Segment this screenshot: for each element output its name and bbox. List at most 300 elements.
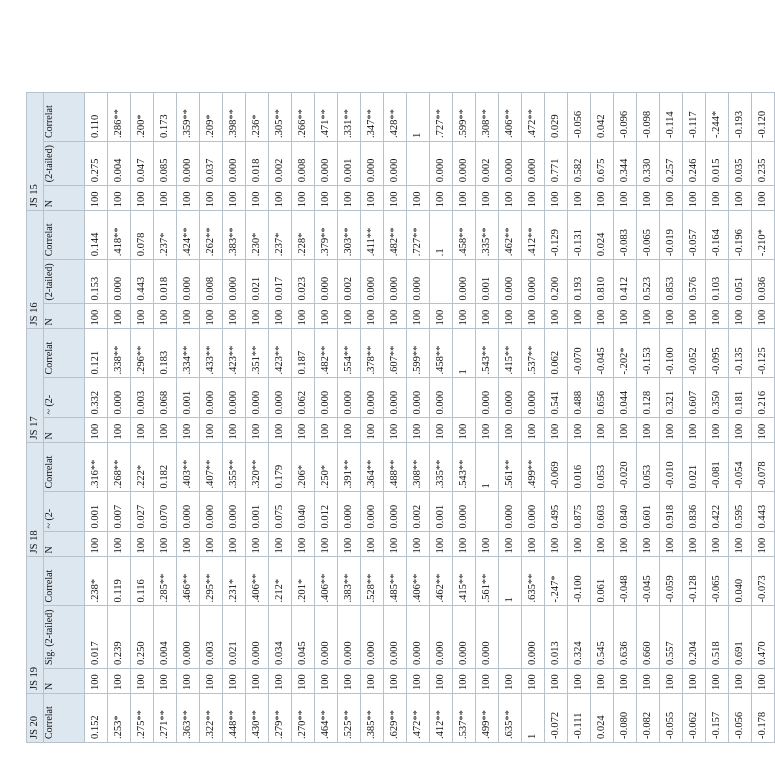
table-row (683, 93, 706, 743)
cell-corr: -0.135 (729, 329, 752, 378)
cell-sig: 0.810 (591, 260, 614, 304)
cell-sig: 0.000 (338, 378, 361, 418)
cell-sig: 0.000 (407, 260, 430, 304)
cell-corr: .485** (384, 557, 407, 606)
cell-n: 100 (522, 418, 545, 443)
table-row (614, 93, 637, 743)
cell-n: 100 (131, 669, 154, 694)
cell-corr: .347** (361, 93, 384, 142)
cell-n: 100 (361, 186, 384, 211)
cell-n: 100 (131, 418, 154, 443)
cell-corr: .727** (407, 211, 430, 260)
cell-corr: .250* (315, 443, 338, 492)
cell-sig: 0.523 (637, 260, 660, 304)
cell-corr: 0.016 (568, 443, 591, 492)
cell-sig (499, 606, 522, 669)
cell-corr: .275** (131, 694, 154, 743)
cell-corr: -0.096 (614, 93, 637, 142)
cell-corr: 0.029 (545, 93, 568, 142)
cell-n: 100 (568, 532, 591, 557)
cell-n: 100 (338, 418, 361, 443)
cell-sig: 0.250 (131, 606, 154, 669)
cell-sig: 0.012 (315, 492, 338, 532)
cell-n: 100 (223, 669, 246, 694)
table-row (292, 93, 315, 743)
cell-corr: -0.069 (545, 443, 568, 492)
cell-corr: 1 (407, 93, 430, 142)
cell-n: 100 (706, 418, 729, 443)
cell-corr: .385** (361, 694, 384, 743)
subheader-sig: (2-tailed) (44, 142, 85, 186)
cell-corr: 0.024 (591, 694, 614, 743)
cell-n: 100 (269, 669, 292, 694)
cell-n: 100 (269, 186, 292, 211)
cell-sig: 0.275 (85, 142, 108, 186)
cell-corr: -0.056 (729, 694, 752, 743)
cell-sig (476, 492, 499, 532)
cell-corr: 0.024 (591, 211, 614, 260)
cell-sig: 0.000 (430, 142, 453, 186)
cell-corr: -0.020 (614, 443, 637, 492)
cell-n: 100 (683, 532, 706, 557)
table-row (499, 93, 522, 743)
cell-sig: 0.422 (706, 492, 729, 532)
cell-sig: 0.470 (752, 606, 775, 669)
cell-n: 100 (752, 669, 775, 694)
cell-sig: 0.200 (545, 260, 568, 304)
cell-corr: .320** (246, 443, 269, 492)
cell-n: 100 (200, 186, 223, 211)
cell-corr: 0.183 (154, 329, 177, 378)
cell-sig: 0.018 (154, 260, 177, 304)
cell-corr: .482** (315, 329, 338, 378)
cell-corr: .430** (246, 694, 269, 743)
cell-sig: 0.000 (384, 606, 407, 669)
cell-corr: .331** (338, 93, 361, 142)
cell-corr: .411** (361, 211, 384, 260)
cell-corr: .322** (200, 694, 223, 743)
cell-n: 100 (430, 304, 453, 329)
cell-sig: 0.193 (568, 260, 591, 304)
cell-sig: 0.153 (85, 260, 108, 304)
cell-n: 100 (453, 418, 476, 443)
cell-sig: 0.017 (269, 260, 292, 304)
cell-corr: .418** (108, 211, 131, 260)
cell-sig: 0.582 (568, 142, 591, 186)
cell-sig: 0.771 (545, 142, 568, 186)
cell-sig: 0.000 (108, 260, 131, 304)
table-row (177, 93, 200, 743)
cell-sig: 0.000 (223, 142, 246, 186)
table-row (476, 93, 499, 743)
group-header-js18: JS 18 (27, 443, 44, 557)
subheader-n: N (44, 304, 85, 329)
cell-corr: 1 (499, 557, 522, 606)
cell-sig: 0.000 (361, 492, 384, 532)
cell-corr: .201* (292, 557, 315, 606)
cell-corr: .543** (476, 329, 499, 378)
table-row (430, 93, 453, 743)
cell-n: 100 (476, 669, 499, 694)
cell-corr: -0.073 (752, 557, 775, 606)
cell-sig: 0.840 (614, 492, 637, 532)
cell-sig: 0.000 (315, 260, 338, 304)
cell-corr: -0.062 (683, 694, 706, 743)
cell-n: 100 (85, 186, 108, 211)
cell-corr: .230* (246, 211, 269, 260)
cell-n: 100 (706, 304, 729, 329)
table-row (637, 93, 660, 743)
subheader-n: N (44, 418, 85, 443)
table-row (338, 93, 361, 743)
cell-sig: 0.204 (683, 606, 706, 669)
cell-n: 100 (223, 186, 246, 211)
table-row (384, 93, 407, 743)
cell-corr: .464** (315, 694, 338, 743)
cell-corr: .458** (453, 211, 476, 260)
subheader-corr: Correlat (44, 443, 85, 492)
cell-corr: .295** (200, 557, 223, 606)
cell-corr: 0.021 (683, 443, 706, 492)
cell-n: 100 (108, 418, 131, 443)
cell-corr: .308** (476, 93, 499, 142)
cell-sig: 0.037 (200, 142, 223, 186)
cell-sig: 0.239 (108, 606, 131, 669)
cell-corr: -0.045 (591, 329, 614, 378)
cell-sig: 0.000 (361, 378, 384, 418)
cell-sig: 0.321 (660, 378, 683, 418)
cell-n: 100 (85, 418, 108, 443)
cell-corr: .525** (338, 694, 361, 743)
cell-n: 100 (591, 532, 614, 557)
subheader-corr: Correlat (44, 557, 85, 606)
cell-n: 100 (499, 669, 522, 694)
cell-corr: .433** (200, 329, 223, 378)
cell-sig: 0.656 (591, 378, 614, 418)
cell-corr: .334** (177, 329, 200, 378)
table-row (154, 93, 177, 743)
cell-n: 100 (637, 186, 660, 211)
table-body (85, 93, 775, 743)
cell-corr: .424** (177, 211, 200, 260)
cell-corr: .228* (292, 211, 315, 260)
table-row (568, 93, 591, 743)
cell-corr: -0.045 (637, 557, 660, 606)
cell-n: 100 (315, 186, 338, 211)
cell-sig: 0.000 (522, 260, 545, 304)
cell-n: 100 (154, 669, 177, 694)
table-row (315, 93, 338, 743)
cell-sig: 0.636 (614, 606, 637, 669)
cell-n: 100 (384, 304, 407, 329)
cell-corr: .266** (292, 93, 315, 142)
cell-corr: .406** (246, 557, 269, 606)
cell-sig: 0.015 (706, 142, 729, 186)
cell-sig: 0.085 (154, 142, 177, 186)
cell-sig: 0.000 (453, 260, 476, 304)
cell-corr: -.210* (752, 211, 775, 260)
cell-sig (407, 142, 430, 186)
cell-n: 100 (85, 669, 108, 694)
cell-n: 100 (430, 418, 453, 443)
cell-corr: .296** (131, 329, 154, 378)
cell-sig: 0.003 (200, 606, 223, 669)
cell-corr: .412** (430, 694, 453, 743)
cell-corr: -0.111 (568, 694, 591, 743)
cell-n: 100 (522, 186, 545, 211)
cell-n: 100 (430, 532, 453, 557)
cell-sig: 0.000 (476, 378, 499, 418)
cell-corr: .472** (407, 694, 430, 743)
cell-corr: .499** (476, 694, 499, 743)
cell-n: 100 (545, 418, 568, 443)
cell-n: 100 (361, 669, 384, 694)
cell-sig: 0.853 (660, 260, 683, 304)
cell-corr: 0.121 (85, 329, 108, 378)
cell-sig: 0.007 (108, 492, 131, 532)
group-header-js16: JS 16 (27, 211, 44, 329)
cell-sig: 0.918 (660, 492, 683, 532)
cell-corr: .209* (200, 93, 223, 142)
cell-n: 100 (108, 304, 131, 329)
cell-corr: .212* (269, 557, 292, 606)
cell-sig: 0.000 (315, 378, 338, 418)
subheader-n: N (44, 669, 85, 694)
cell-corr: .363** (177, 694, 200, 743)
cell-n: 100 (729, 669, 752, 694)
cell-sig: 0.018 (246, 142, 269, 186)
cell-sig: 0.021 (246, 260, 269, 304)
cell-corr: .379** (315, 211, 338, 260)
cell-sig: 0.344 (614, 142, 637, 186)
cell-sig: 0.002 (338, 260, 361, 304)
cell-n: 100 (292, 304, 315, 329)
subheader-n: N (44, 532, 85, 557)
cell-n: 100 (591, 186, 614, 211)
cell-corr: 0.152 (85, 694, 108, 743)
cell-corr: -0.178 (752, 694, 775, 743)
cell-sig: 0.000 (384, 260, 407, 304)
cell-corr: 0.116 (131, 557, 154, 606)
cell-n: 100 (706, 186, 729, 211)
cell-n: 100 (154, 304, 177, 329)
cell-corr: .1 (430, 211, 453, 260)
cell-n: 100 (522, 532, 545, 557)
cell-corr: .403** (177, 443, 200, 492)
cell-corr: 0.078 (131, 211, 154, 260)
cell-n: 100 (752, 186, 775, 211)
cell-n: 100 (177, 304, 200, 329)
cell-n: 100 (660, 418, 683, 443)
cell-sig: 0.595 (729, 492, 752, 532)
cell-corr: .378** (361, 329, 384, 378)
cell-n: 100 (338, 532, 361, 557)
cell-n: 100 (614, 418, 637, 443)
cell-corr: 0.053 (591, 443, 614, 492)
cell-corr: -0.054 (729, 443, 752, 492)
cell-corr: -0.131 (568, 211, 591, 260)
subheader-sig: Sig. (2-tailed) (44, 606, 85, 669)
cell-corr: .200* (131, 93, 154, 142)
cell-sig: 0.332 (85, 378, 108, 418)
cell-n: 100 (637, 304, 660, 329)
cell-n: 100 (545, 304, 568, 329)
cell-sig: 0.000 (200, 492, 223, 532)
cell-n: 100 (315, 669, 338, 694)
subheader-corr: Correlat (44, 329, 85, 378)
cell-corr: -0.048 (614, 557, 637, 606)
cell-n: 100 (545, 186, 568, 211)
cell-n: 100 (177, 186, 200, 211)
cell-corr: .635** (522, 557, 545, 606)
cell-n: 100 (154, 186, 177, 211)
cell-corr: .528** (361, 557, 384, 606)
subheader-sig: ~ (2- (44, 492, 85, 532)
cell-corr: .537** (522, 329, 545, 378)
group-header-js19: JS 19 (27, 557, 44, 694)
cell-corr: .488** (384, 443, 407, 492)
cell-n: 100 (269, 532, 292, 557)
cell-n: 100 (223, 304, 246, 329)
cell-n: 100 (430, 186, 453, 211)
cell-corr: -.247* (545, 557, 568, 606)
cell-n: 100 (269, 304, 292, 329)
cell-corr: .537** (453, 694, 476, 743)
cell-sig: 0.003 (131, 378, 154, 418)
cell-corr: -0.082 (637, 694, 660, 743)
cell-corr: -0.129 (545, 211, 568, 260)
cell-sig: 0.000 (453, 142, 476, 186)
cell-sig: 0.000 (315, 606, 338, 669)
cell-sig: 0.443 (752, 492, 775, 532)
cell-n: 100 (177, 532, 200, 557)
cell-n: 100 (637, 532, 660, 557)
cell-n: 100 (292, 418, 315, 443)
subheader-corr: Correlat (44, 211, 85, 260)
cell-corr: -0.193 (729, 93, 752, 142)
cell-corr: .415** (499, 329, 522, 378)
cell-sig: 0.235 (752, 142, 775, 186)
cell-corr: -0.100 (660, 329, 683, 378)
cell-sig: 0.000 (453, 606, 476, 669)
cell-n: 100 (476, 532, 499, 557)
cell-corr: .338** (108, 329, 131, 378)
cell-sig: 0.000 (499, 492, 522, 532)
cell-n: 100 (177, 418, 200, 443)
cell-n: 100 (522, 669, 545, 694)
subheader-corr: Correlat (44, 93, 85, 142)
cell-sig: 0.246 (683, 142, 706, 186)
cell-sig (453, 378, 476, 418)
cell-sig: 0.001 (430, 492, 453, 532)
cell-corr: .316** (85, 443, 108, 492)
cell-n: 100 (200, 304, 223, 329)
table-row (729, 93, 752, 743)
cell-sig: 0.128 (637, 378, 660, 418)
cell-corr: -0.114 (660, 93, 683, 142)
cell-corr: -0.019 (660, 211, 683, 260)
cell-sig: 0.000 (384, 378, 407, 418)
cell-n: 100 (246, 418, 269, 443)
cell-corr: -0.052 (683, 329, 706, 378)
cell-sig: 0.000 (338, 606, 361, 669)
cell-n: 100 (614, 186, 637, 211)
cell-corr: .466** (177, 557, 200, 606)
cell-n: 100 (683, 418, 706, 443)
table-row (246, 93, 269, 743)
cell-corr: .415** (453, 557, 476, 606)
cell-n: 100 (706, 669, 729, 694)
cell-sig: 0.495 (545, 492, 568, 532)
cell-corr: -0.117 (683, 93, 706, 142)
cell-sig: 0.040 (292, 492, 315, 532)
cell-corr: .383** (338, 557, 361, 606)
cell-sig: 0.000 (361, 606, 384, 669)
cell-sig: 0.000 (361, 260, 384, 304)
cell-sig: 0.330 (637, 142, 660, 186)
table-row (545, 93, 568, 743)
cell-corr: -0.098 (637, 93, 660, 142)
cell-sig: 0.000 (223, 492, 246, 532)
cell-n: 100 (660, 669, 683, 694)
cell-corr: 0.179 (269, 443, 292, 492)
cell-n: 100 (200, 669, 223, 694)
cell-n: 100 (177, 669, 200, 694)
cell-n: 100 (499, 532, 522, 557)
cell-corr: .599** (453, 93, 476, 142)
cell-n: 100 (384, 186, 407, 211)
cell-sig: 0.075 (269, 492, 292, 532)
cell-corr: .448** (223, 694, 246, 743)
cell-n: 100 (614, 304, 637, 329)
cell-n: 100 (108, 669, 131, 694)
cell-corr: .462** (430, 557, 453, 606)
cell-corr: .237* (269, 211, 292, 260)
cell-n: 100 (453, 304, 476, 329)
cell-corr: 0.187 (292, 329, 315, 378)
cell-sig: 0.051 (729, 260, 752, 304)
cell-corr: -.244* (706, 93, 729, 142)
cell-sig: 0.607 (683, 378, 706, 418)
cell-corr: .635** (499, 694, 522, 743)
cell-sig: 0.557 (660, 606, 683, 669)
cell-n: 100 (85, 532, 108, 557)
cell-sig: 0.001 (85, 492, 108, 532)
cell-n: 100 (361, 418, 384, 443)
cell-corr: -0.072 (545, 694, 568, 743)
cell-n: 100 (683, 304, 706, 329)
cell-n: 100 (407, 669, 430, 694)
cell-corr: -0.095 (706, 329, 729, 378)
cell-corr: .364** (361, 443, 384, 492)
cell-sig: 0.691 (729, 606, 752, 669)
cell-sig: 0.601 (637, 492, 660, 532)
cell-n: 100 (338, 304, 361, 329)
cell-corr: -0.196 (729, 211, 752, 260)
cell-n: 100 (545, 669, 568, 694)
subheader-sig: (2-tailed) (44, 260, 85, 304)
group-header-row (27, 93, 44, 743)
table-row (131, 93, 154, 743)
cell-corr: -0.078 (752, 443, 775, 492)
cell-corr: .237* (154, 211, 177, 260)
cell-n: 100 (430, 669, 453, 694)
cell-sig: 0.836 (683, 492, 706, 532)
cell-corr: 0.042 (591, 93, 614, 142)
table-row (407, 93, 430, 743)
cell-corr: -0.083 (614, 211, 637, 260)
cell-sig: 0.034 (269, 606, 292, 669)
